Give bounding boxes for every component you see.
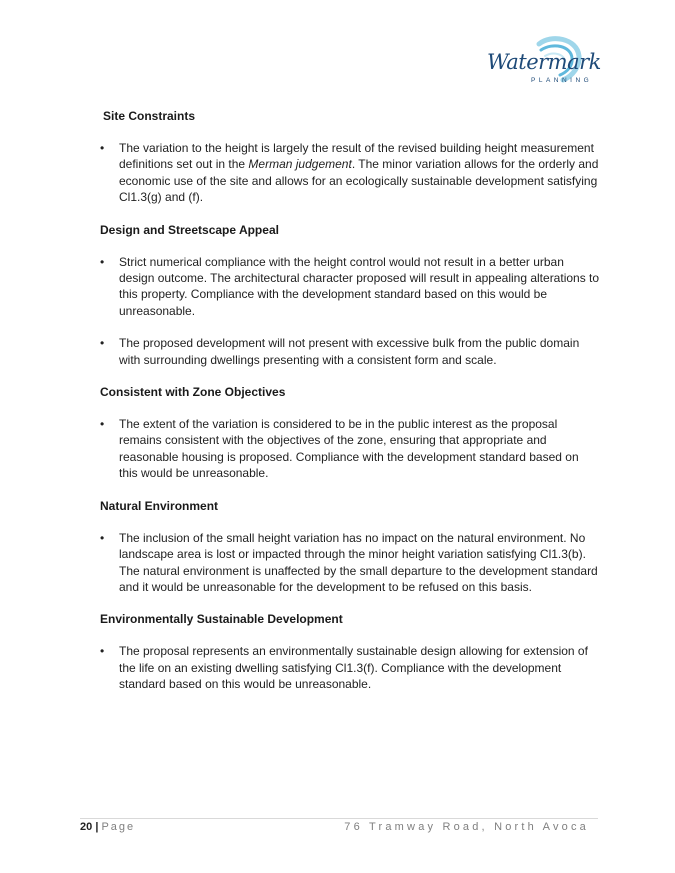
bullet-icon: • <box>100 141 105 155</box>
section-heading: Natural Environment <box>100 498 219 513</box>
bullet-icon: • <box>100 417 105 432</box>
footer-address: 76 Tramway Road, North Avoca <box>344 821 589 833</box>
section-heading: Design and Streetscape Appeal <box>100 222 279 237</box>
section-heading: Site Constraints <box>103 109 196 123</box>
document-body <box>100 108 600 709</box>
footer-divider <box>80 818 598 819</box>
bullet-text: Strict numerical compliance with the height control would not result in a better urban design outcome. The architectural character proposed will result in appealing alterations to this property. Compliance with the development standard based on this would be unreasonable. <box>119 254 600 318</box>
bullet-icon: • <box>100 644 105 659</box>
section-heading: Consistent with Zone Objectives <box>100 385 286 400</box>
bullet-item <box>100 254 600 320</box>
bullet-item <box>100 530 600 596</box>
page-number: 20 <box>80 821 93 833</box>
bullet-text: The proposed development will not present with excessive bulk from the public domain with surrounding dwellings presenting with a consistent form and scale. <box>119 336 580 367</box>
bullet-text-emphasis: Merman judgement <box>248 157 352 172</box>
bullet-text: The variation to the height is largely the result of the revised building height measurement definitions set out in the <box>119 141 594 172</box>
bullet-text: The proposal represents an environmentally sustainable design allowing for extension of the life on an existing dwelling satisfying Cl1.3(f). Compliance with the development standard based on this would be unreasonable. <box>119 644 588 692</box>
page-label: Page <box>101 821 136 833</box>
bullet-item <box>100 643 600 692</box>
footer-page-indicator <box>80 821 135 833</box>
bullet-item <box>100 416 600 482</box>
bullet-icon: • <box>100 530 105 545</box>
bullet-item <box>100 335 600 368</box>
bullet-text: . The minor variation allows for the orderly and economic use of the site and allows for an ecologically sustainable development satisfying Cl1.3(g) and (f). <box>119 157 599 205</box>
bullet-icon: • <box>100 254 105 269</box>
page-separator: | <box>95 821 99 833</box>
logo-wordmark: Watermark <box>487 50 601 74</box>
logo-subtitle: PLANNING <box>531 77 593 84</box>
bullet-text: The extent of the variation is considered to be in the public interest as the proposal remains consistent with the objectives of the zone, ensuring that appropriate and reasonable housing is proposed. Compliance with the development standard based on this would be unreasonable. <box>119 417 579 481</box>
section-heading: Environmentally Sustainable Development <box>100 612 343 627</box>
bullet-text: The inclusion of the small height variation has no impact on the natural environment. No landscape area is lost or impacted through the minor height variation satisfying Cl1.3(b). The natural environment is unaffected by the small departure to the development standard and it would be unreasonable for the development to be refused on this basis. <box>119 530 598 594</box>
bullet-item <box>100 140 600 206</box>
watermark-planning-logo <box>481 36 601 96</box>
bullet-icon: • <box>100 336 105 351</box>
